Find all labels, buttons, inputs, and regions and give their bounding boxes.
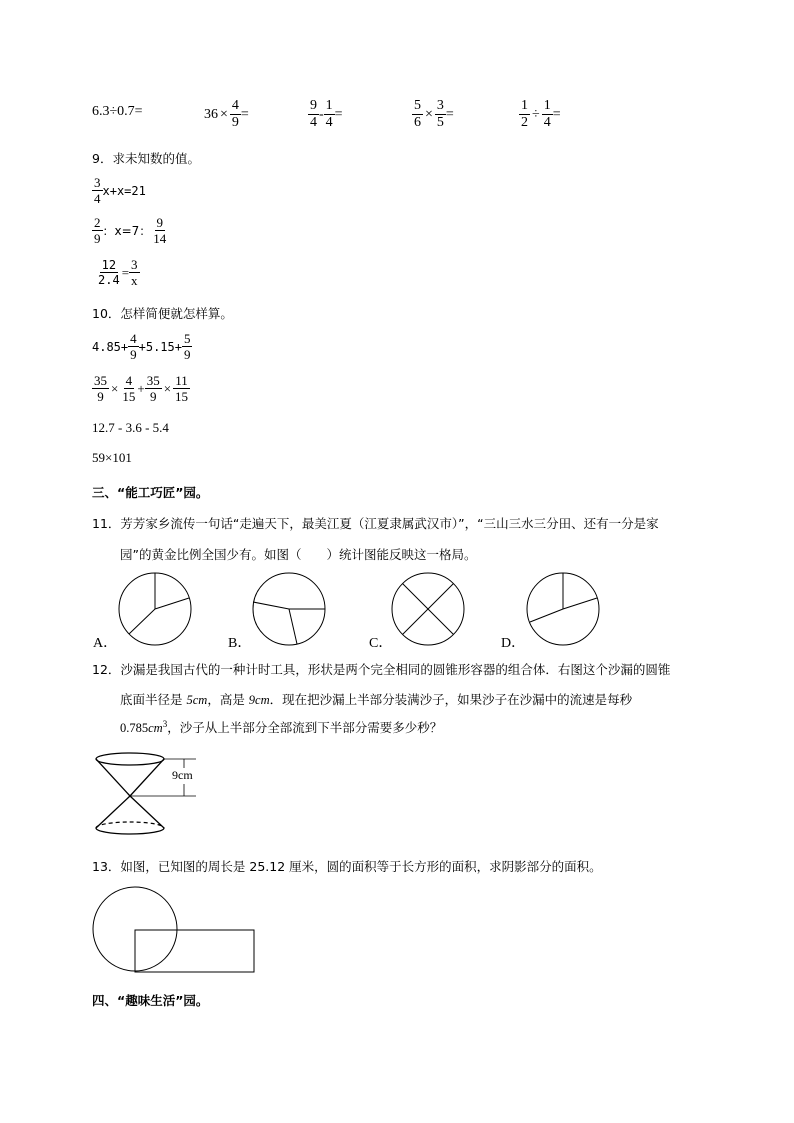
hourglass-bottom-front-arc	[96, 828, 164, 834]
q9-eq3-den1: 2.4	[98, 273, 120, 287]
q8-expr-4-eq: =	[445, 106, 454, 122]
q10-expr-2	[92, 374, 190, 403]
q10-e1-frac1	[128, 332, 139, 361]
q8-expr-4-d1: 6	[414, 115, 421, 130]
q8-expr-5-eq: =	[552, 106, 561, 122]
q8-expr-3-op: -	[319, 106, 324, 122]
q8-expr-1-text: 6.3÷0.7=	[92, 104, 143, 119]
q12-line2-a: 底面半径是	[120, 692, 187, 707]
pie-d-radius-2	[563, 598, 597, 609]
q10-e2-frac1	[92, 374, 109, 403]
q9-eq3-num1: 12	[101, 258, 117, 272]
q10-title: 10．怎样简便就怎样算。	[92, 306, 233, 321]
q9-eq2-num1: 2	[94, 215, 101, 230]
pie-b-radius-3	[289, 609, 297, 644]
q10-e2-d1: 9	[97, 389, 104, 404]
q9-eq2	[92, 216, 168, 245]
q9-eq1-num: 3	[94, 175, 101, 190]
q12-line-3	[120, 718, 442, 736]
figure-rectangle	[135, 930, 254, 972]
option-c-label[interactable]: C．	[369, 636, 393, 651]
q12-line-1: 12．沙漏是我国古代的一种计时工具，形状是两个完全相同的圆锥形容器的组合体．右图这个沙漏的圆锥	[92, 662, 671, 677]
hourglass-lower-left-side	[96, 796, 130, 828]
q10-e2-n3: 35	[146, 373, 160, 388]
q9-eq1-frac	[92, 176, 103, 205]
hourglass-height-label: 9cm	[172, 768, 193, 782]
pie-d-radius-3	[530, 609, 563, 622]
q10-e2-d4: 15	[175, 389, 189, 404]
pie-option-b[interactable]	[252, 572, 326, 646]
q9-eq3-eq: =	[121, 264, 130, 280]
q10-e1-d2: 9	[183, 347, 191, 362]
q8-expr-4-frac2	[435, 99, 446, 130]
q12-rate-unit: cm	[148, 721, 163, 735]
pie-a-radius-3	[129, 609, 155, 634]
q10-e2-d2: 15	[122, 389, 136, 404]
q10-e2-n1: 35	[94, 373, 107, 388]
q8-expr-4	[412, 99, 454, 130]
q8-expr-5	[519, 99, 561, 130]
q8-expr-1	[92, 104, 143, 120]
q9-eq1	[92, 176, 146, 205]
q8-expr-3-eq: =	[334, 106, 343, 122]
q8-expr-2	[204, 99, 249, 130]
q10-e2-d3: 9	[149, 389, 157, 404]
q12-radius-value: 5cm	[186, 693, 208, 707]
q8-expr-2-frac	[230, 99, 241, 130]
option-b-label[interactable]: B．	[228, 636, 252, 651]
circle-rectangle-figure	[92, 885, 262, 977]
option-a-label[interactable]: A．	[93, 636, 118, 651]
q12-rate-exponent: 3	[162, 718, 168, 729]
pie-option-a[interactable]	[118, 572, 192, 646]
q8-expr-3-n1: 9	[310, 98, 317, 113]
q8-expr-2-den: 9	[231, 115, 239, 130]
q10-e1-frac2	[182, 332, 193, 361]
q8-expr-5-n2: 1	[543, 98, 551, 113]
q8-expr-3-d1: 4	[310, 115, 317, 130]
q10-e2-op1: ×	[111, 380, 119, 396]
q8-expr-3-n2: 1	[325, 98, 333, 113]
q8-expr-4-op: ×	[425, 106, 433, 122]
q8-expr-4-frac1	[412, 99, 423, 130]
q8-expr-4-d2: 5	[436, 115, 444, 130]
q9-eq3-frac2	[129, 258, 140, 287]
pie-option-c[interactable]	[391, 572, 465, 646]
q11-line-2: 园”的黄金比例全国少有。如图（ ）统计图能反映这一格局。	[120, 547, 477, 562]
q8-expr-3-frac1	[308, 99, 319, 130]
q9-eq2-num2: 9	[156, 215, 164, 230]
q8-expr-5-frac2	[542, 99, 553, 130]
q12-rate-value: 0.785	[120, 721, 149, 735]
q10-e1-n1: 4	[130, 331, 137, 346]
pie-b-radius-2	[253, 602, 289, 609]
q8-expr-2-num: 4	[231, 98, 239, 113]
q10-e2-frac3	[145, 374, 162, 403]
section-4-heading: 四、“趣味生活”园。	[92, 993, 209, 1008]
q10-expr-4: 59×101	[92, 450, 132, 465]
q12-height-value: 9cm	[248, 693, 270, 707]
q9-eq2-frac1	[92, 216, 103, 245]
q8-expr-4-n2: 3	[436, 98, 444, 113]
hourglass-figure	[90, 750, 210, 840]
q12-line2-b: ，高是	[207, 692, 249, 707]
q9-eq3-frac1	[96, 259, 122, 286]
q10-e2-frac4	[173, 374, 190, 403]
q10-e1-b: +5.15+	[138, 339, 182, 354]
q9-eq1-den: 4	[94, 191, 101, 206]
section-3-heading: 三、“能工巧匠”园。	[92, 485, 209, 500]
q10-e2-frac2	[120, 374, 137, 403]
q8-expr-5-d1: 2	[521, 115, 528, 130]
q8-expr-3	[308, 99, 343, 130]
q8-expr-3-d2: 4	[325, 115, 333, 130]
q9-eq3-den2: x	[131, 273, 138, 288]
q11-line-1: 11．芳芳家乡流传一句话“走遍天下，最美江夏（江夏隶属武汉市）”，“三山三水三分田、还有一分是家	[92, 516, 659, 531]
q8-expr-5-frac1	[519, 99, 530, 130]
q10-e2-n2: 4	[125, 373, 133, 388]
q8-expr-4-n1: 5	[414, 98, 421, 113]
q9-eq3	[96, 258, 140, 287]
q13-text: 13．如图，已知图的周长是 25.12 厘米，圆的面积等于长方形的面积，求阴影部分的面积。	[92, 859, 602, 874]
q8-expr-2-int: 36	[204, 106, 218, 122]
pie-a-radius-2	[155, 598, 189, 609]
q10-e1-d1: 9	[130, 347, 137, 362]
q8-expr-5-n1: 1	[521, 98, 528, 113]
q10-e1-n2: 5	[183, 331, 191, 346]
q9-eq2-den1: 9	[94, 231, 101, 246]
q9-eq2-den2: 14	[153, 231, 167, 246]
q8-expr-5-op: ÷	[532, 106, 540, 122]
q9-title: 9．求未知数的值。	[92, 151, 200, 166]
q10-e2-n4: 11	[175, 373, 188, 388]
hourglass-bottom-back-arc	[96, 822, 164, 828]
option-d-label[interactable]: D．	[501, 636, 526, 651]
q9-eq1-rest: x+x=21	[102, 183, 146, 198]
q8-expr-2-eq: =	[240, 106, 249, 122]
q9-eq2-mid: ：x=7：	[102, 224, 152, 238]
q8-expr-3-frac2	[324, 99, 335, 130]
q10-e2-plus: +	[137, 380, 145, 396]
q10-e1-a: 4.85+	[92, 339, 129, 354]
pie-option-d[interactable]	[526, 572, 600, 646]
q12-line2-c: ．现在把沙漏上半部分装满沙子，如果沙子在沙漏中的流速是每秒	[269, 692, 633, 707]
q9-eq3-num2: 3	[131, 257, 138, 272]
q10-expr-1	[92, 332, 192, 361]
q8-expr-5-d2: 4	[543, 115, 551, 130]
q12-line3-b: ，沙子从上半部分全部流到下半部分需要多少秒？	[167, 720, 443, 735]
q8-expr-2-op: ×	[220, 106, 228, 122]
q10-expr-3: 12.7 - 3.6 - 5.4	[92, 420, 169, 435]
q9-eq2-frac2	[151, 216, 168, 245]
hourglass-top-ellipse	[96, 753, 164, 765]
q12-line-2	[120, 690, 632, 708]
q10-e2-op2: ×	[163, 380, 172, 396]
